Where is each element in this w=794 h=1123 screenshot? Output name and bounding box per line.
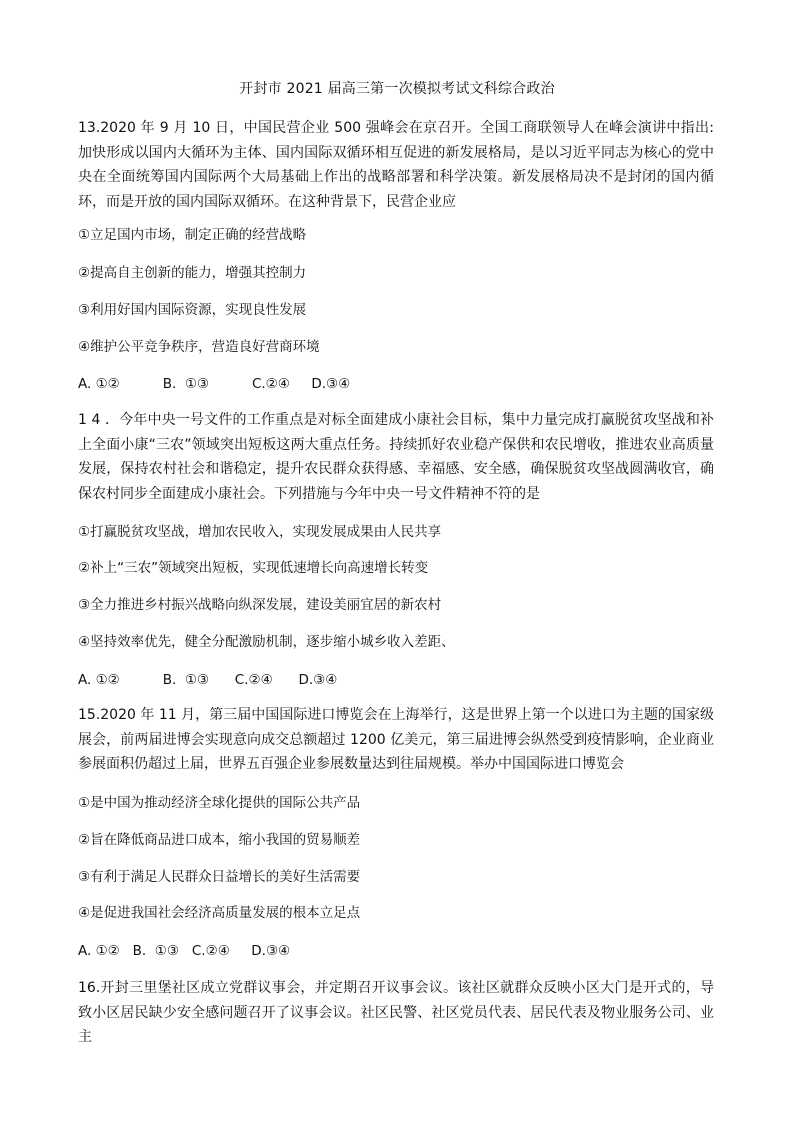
option-text: ①是中国为推动经济全球化提供的国际公共产品 [78,795,361,811]
option-item [78,632,714,652]
option-item [78,595,714,615]
answer-choices [78,670,714,690]
option-item [78,903,714,923]
question-stem: 1 4 ．今年中央一号文件的工作重点是对标全面建成小康社会目标，集中力量完成打赢脱贫攻坚战和补上全面小康“三农”领域突出短板这两大重点任务。持续抓好农业稳产保供和农民增收，推进农业高质量发展，保持农村社会和谐稳定，提升农民群众获得感、幸福感、安全感，确保脱贫攻坚战圆满收官，确保农村同步全面建成小康社会。下列措施与今年中央一号文件精神不符的是 [78,412,714,502]
question-stem: 16.开封三里堡社区成立党群议事会，并定期召开议事会议。该社区就群众反映小区大门是开式的，导致小区居民缺少安全感问题召开了议事会议。社区民警、社区党员代表、居民代表及物业服务公司、业主 [78,980,714,1046]
option-item [78,337,714,357]
option-item [78,793,714,813]
answer-choices [78,374,714,394]
question-stem: 13.2020 年 9 月 10 日，中国民营企业 500 强峰会在京召开。全国工商联领导人在峰会演讲中指出:加快形成以国内大循环为主体、国内国际双循环相互促进的新发展格局，是以习近平同志为核心的党中央在全面统筹国内国际两个大局基础上作出的战略部署和科学决策。新发展格局决不是封闭的国内循环，而是开放的国内国际双循环。在这种背景下，民营企业应 [78,120,714,210]
option-item [78,867,714,887]
option-item [78,300,714,320]
option-item [78,522,714,542]
option-item [78,830,714,850]
question-14 [78,408,714,506]
question-15 [78,703,714,777]
option-text: ①打赢脱贫攻坚战，增加农民收入，实现发展成果由人民共享 [78,524,442,540]
option-text: ④是促进我国社会经济高质量发展的根本立足点 [78,905,361,921]
question-13 [78,116,714,214]
option-item [78,225,714,245]
option-item [78,263,714,283]
option-text: ③全力推进乡村振兴战略向纵深发展，建设美丽宜居的新农村 [78,597,442,613]
option-item [78,558,714,578]
option-text: ③有利于满足人民群众日益增长的美好生活需要 [78,869,361,885]
answer-choices [78,941,714,961]
option-text: ④坚持效率优先，健全分配激励机制，逐步缩小城乡收入差距、 [78,634,455,650]
option-text: ③利用好国内国际资源，实现良性发展 [78,302,307,318]
option-text: ②补上“三农”领域突出短板，实现低速增长向高速增长转变 [78,560,429,576]
option-text: ④维护公平竞争秩序，营造良好营商环境 [78,339,320,355]
option-text: ②旨在降低商品进口成本，缩小我国的贸易顺差 [78,832,361,848]
answer-text: A. ①② B. ①③ C.②④ D.③④ [78,672,338,688]
option-text: ①立足国内市场，制定正确的经营战略 [78,227,307,243]
answer-text: A. ①② B. ①③ C.②④ D.③④ [78,943,291,959]
answer-text: A. ①② B. ①③ C.②④ D.③④ [78,376,351,392]
question-stem: 15.2020 年 11 月，第三届中国国际进口博览会在上海举行，这是世界上第一个以进口为主题的国家级展会，前两届进博会实现意向成交总额超过 1200 亿美元，第三届进博会纵然受到疫情影响，企业商业参展面积仍超过上届，世界五百强企业参展数量达到往届规模。举办中国国际进口博览会 [78,707,714,773]
question-16 [78,976,714,1050]
option-text: ②提高自主创新的能力，增强其控制力 [78,265,307,281]
page-title: 开封市 2021 届高三第一次模拟考试文科综合政治 [239,81,555,97]
